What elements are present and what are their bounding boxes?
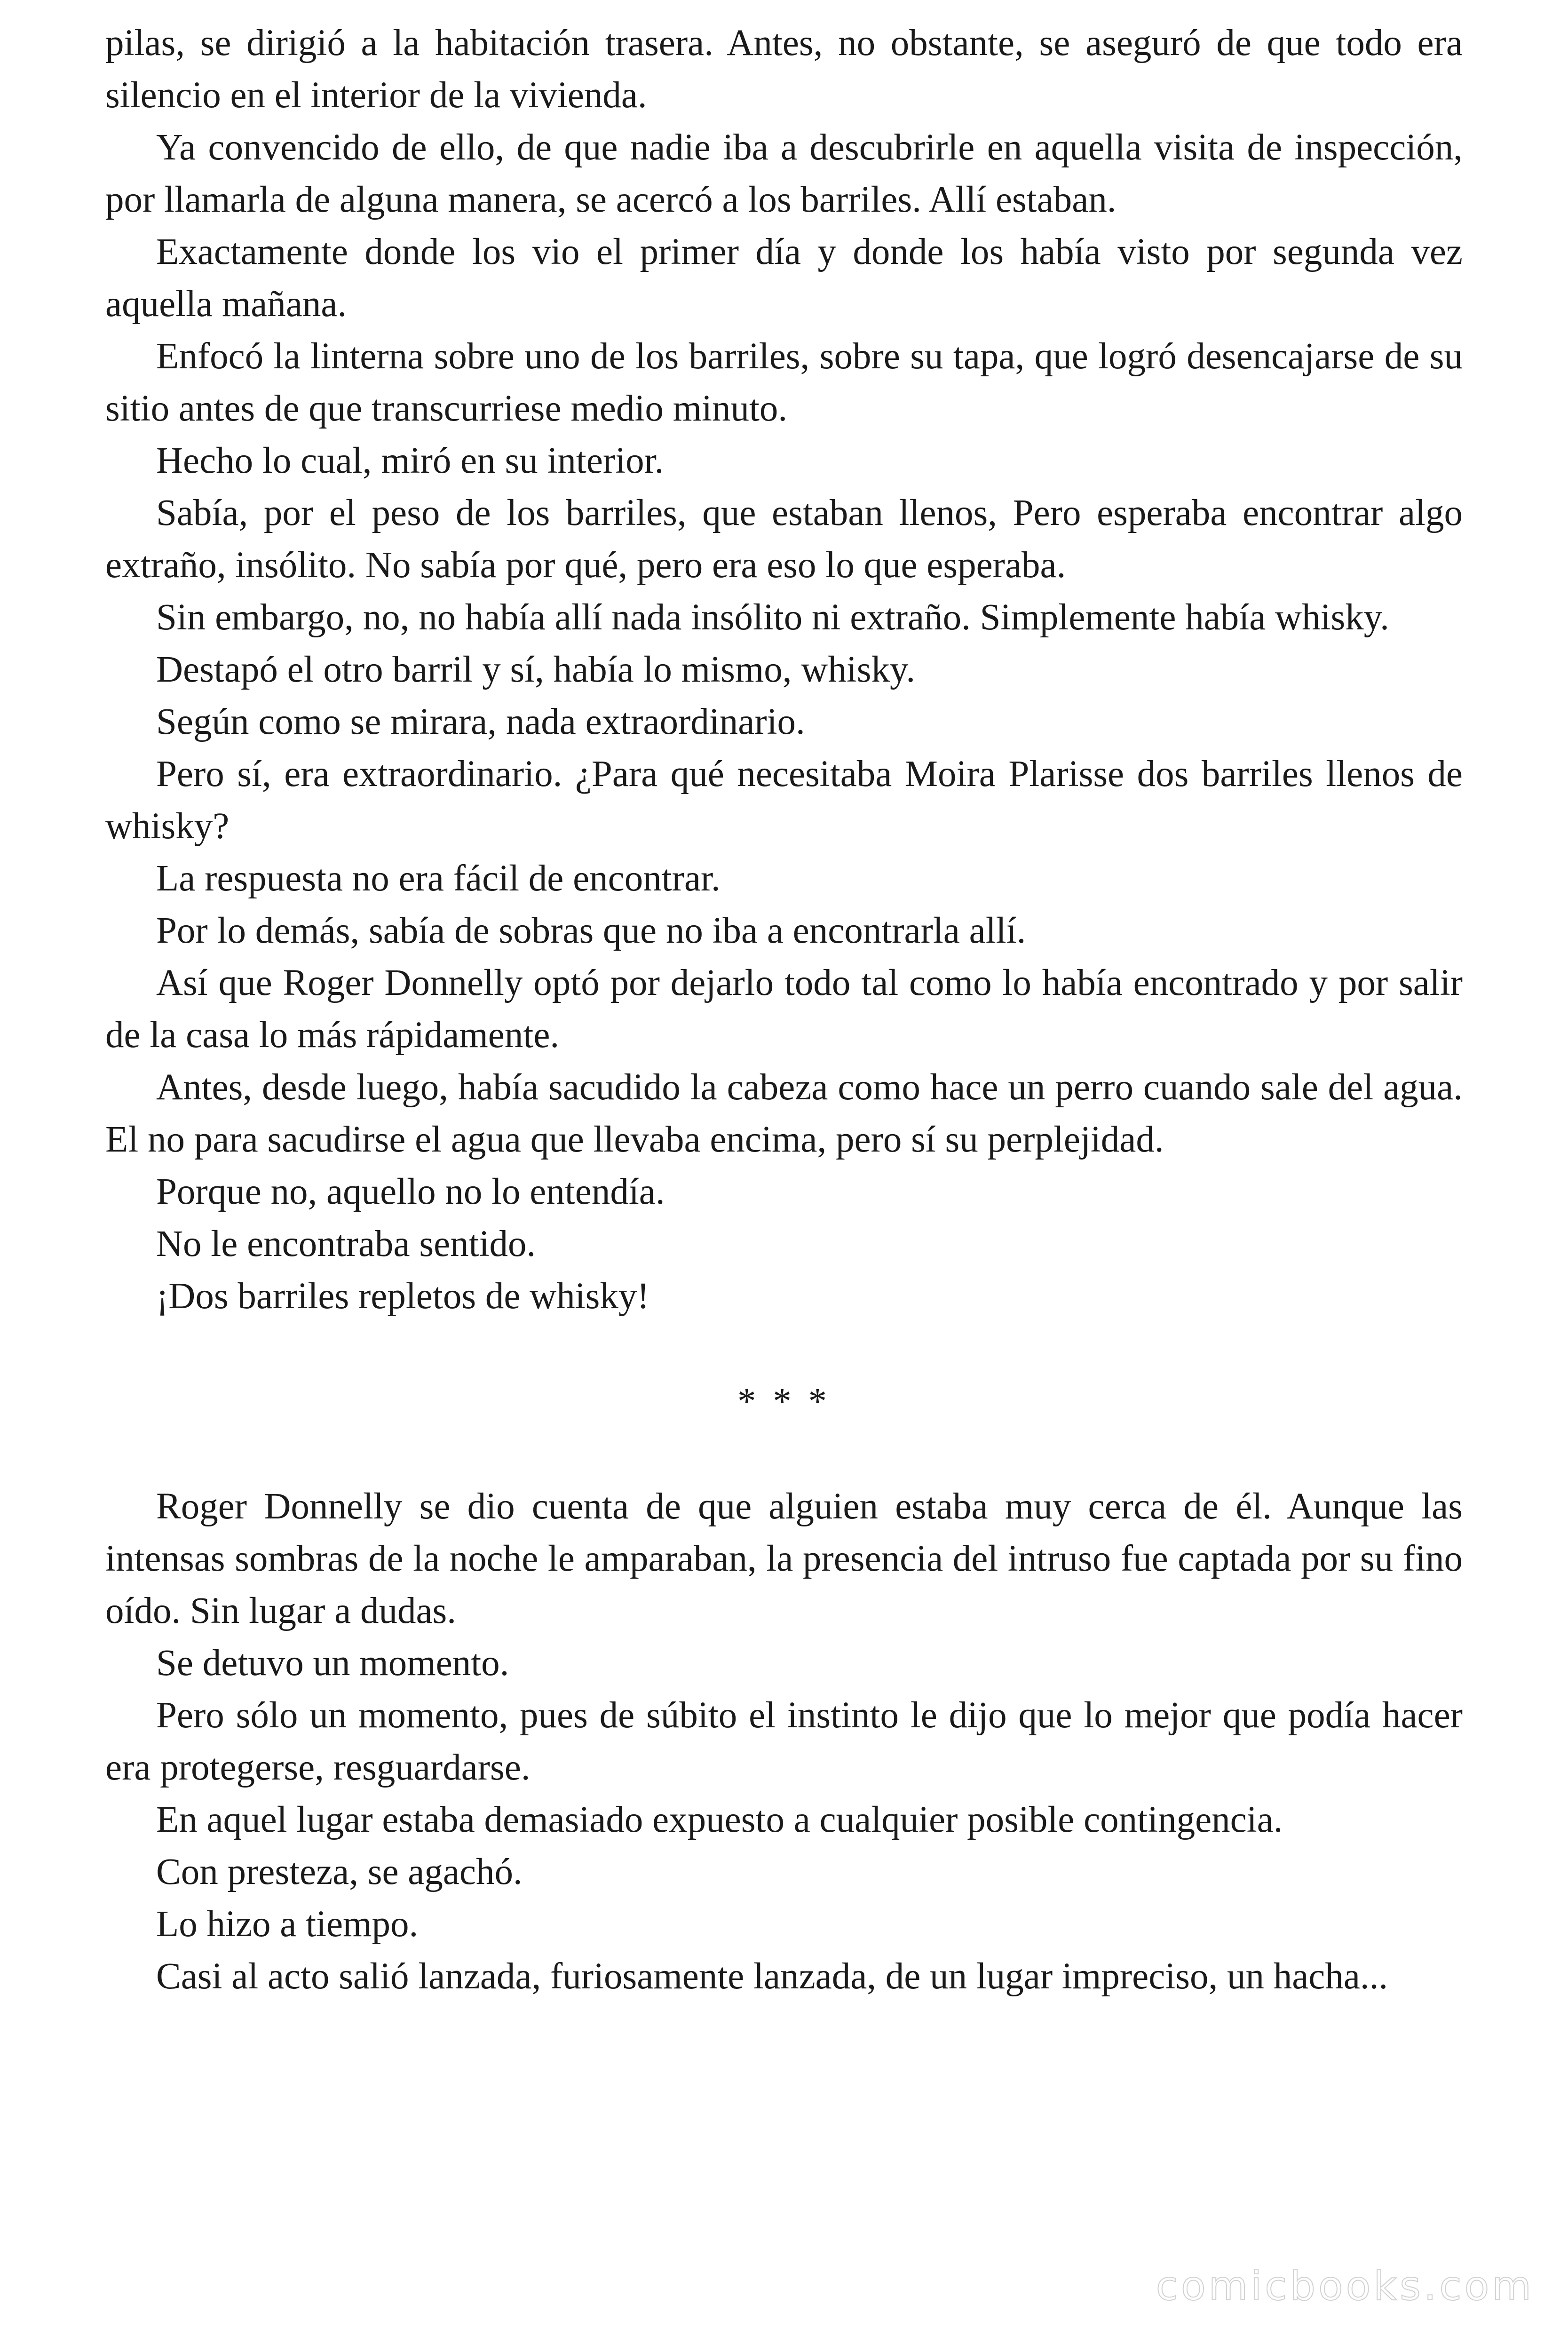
section-separator: * * * bbox=[737, 1381, 831, 1422]
paragraph: ¡Dos barriles repletos de whisky! bbox=[156, 1276, 649, 1317]
text-section-2 bbox=[105, 1480, 1463, 2002]
paragraph: Hecho lo cual, miró en su interior. bbox=[156, 440, 664, 481]
paragraph: Casi al acto salió lanzada, furiosamente lanzada, de un lugar impreciso, un hacha... bbox=[156, 1956, 1388, 1997]
paragraph: Roger Donnelly se dio cuenta de que alguien estaba muy cerca de él. Aunque las intensas sombras de la noche le amparaban, la presencia del intruso fue captada por su fino oído. Sin lugar a dudas. bbox=[105, 1486, 1463, 1631]
document-page bbox=[105, 17, 1463, 2002]
paragraph: Sabía, por el peso de los barriles, que estaban llenos, Pero esperaba encontrar algo extraño, insólito. No sabía por qué, pero era eso lo que esperaba. bbox=[105, 493, 1463, 586]
paragraph: Con presteza, se agachó. bbox=[156, 1851, 523, 1892]
paragraph: En aquel lugar estaba demasiado expuesto a cualquier posible contingencia. bbox=[156, 1799, 1283, 1840]
paragraph: La respuesta no era fácil de encontrar. bbox=[156, 858, 721, 899]
paragraph: Enfocó la linterna sobre uno de los barriles, sobre su tapa, que logró desencajarse de su sitio antes de que transcurriese medio minuto. bbox=[105, 336, 1463, 429]
paragraph: Exactamente donde los vio el primer día y donde los había visto por segunda vez aquella mañana. bbox=[105, 231, 1463, 325]
paragraph: Porque no, aquello no lo entendía. bbox=[156, 1171, 665, 1212]
watermark: comicbooks.com bbox=[1156, 2263, 1534, 2310]
paragraph: Ya convencido de ello, de que nadie iba a descubrirle en aquella visita de inspección, por llamarla de alguna manera, se acercó a los barriles. Allí estaban. bbox=[105, 127, 1463, 220]
paragraph: No le encontraba sentido. bbox=[156, 1224, 536, 1264]
paragraph: pilas, se dirigió a la habitación trasera. Antes, no obstante, se aseguró de que todo era silencio en el interior de la vivienda. bbox=[105, 23, 1463, 116]
paragraph: Lo hizo a tiempo. bbox=[156, 1904, 419, 1945]
text-section-1 bbox=[105, 17, 1463, 1322]
paragraph: Así que Roger Donnelly optó por dejarlo todo tal como lo había encontrado y por salir de la casa lo más rápidamente. bbox=[105, 962, 1463, 1056]
paragraph: Según como se mirara, nada extraordinario. bbox=[156, 701, 805, 742]
paragraph: Destapó el otro barril y sí, había lo mismo, whisky. bbox=[156, 649, 916, 690]
paragraph: Pero sí, era extraordinario. ¿Para qué necesitaba Moira Plarisse dos barriles llenos de whisky? bbox=[105, 754, 1463, 847]
paragraph: Antes, desde luego, había sacudido la cabeza como hace un perro cuando sale del agua. El no para sacudirse el agua que llevaba encima, pero sí su perplejidad. bbox=[105, 1067, 1463, 1160]
paragraph: Pero sólo un momento, pues de súbito el instinto le dijo que lo mejor que podía hacer era protegerse, resguardarse. bbox=[105, 1695, 1463, 1788]
paragraph: Por lo demás, sabía de sobras que no iba a encontrarla allí. bbox=[156, 910, 1026, 951]
paragraph: Se detuvo un momento. bbox=[156, 1643, 509, 1684]
paragraph: Sin embargo, no, no había allí nada insólito ni extraño. Simplemente había whisky. bbox=[156, 597, 1389, 638]
